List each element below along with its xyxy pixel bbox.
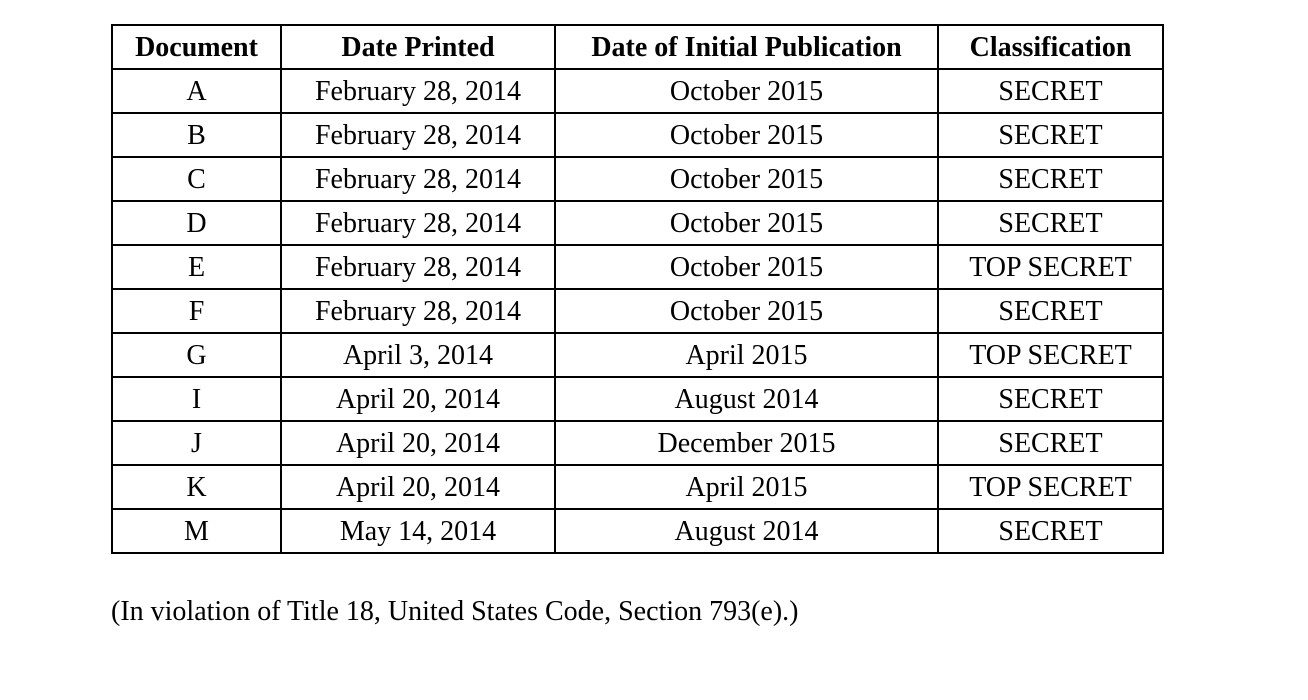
cell-initial-publication: August 2014 [555,509,938,553]
cell-classification: SECRET [938,201,1163,245]
cell-document: A [112,69,281,113]
cell-initial-publication: October 2015 [555,157,938,201]
cell-document: C [112,157,281,201]
cell-document: I [112,377,281,421]
cell-date-printed: May 14, 2014 [281,509,555,553]
cell-date-printed: April 3, 2014 [281,333,555,377]
header-initial-publication: Date of Initial Publication [555,25,938,69]
cell-initial-publication: August 2014 [555,377,938,421]
header-date-printed: Date Printed [281,25,555,69]
cell-initial-publication: October 2015 [555,289,938,333]
cell-classification: TOP SECRET [938,465,1163,509]
table-row [112,157,1163,201]
cell-date-printed: April 20, 2014 [281,377,555,421]
header-classification: Classification [938,25,1163,69]
header-document: Document [112,25,281,69]
table-row [112,509,1163,553]
table-row [112,333,1163,377]
table-row [112,69,1163,113]
cell-classification: SECRET [938,69,1163,113]
table-row [112,377,1163,421]
cell-date-printed: February 28, 2014 [281,113,555,157]
cell-document: D [112,201,281,245]
cell-initial-publication: October 2015 [555,113,938,157]
cell-document: K [112,465,281,509]
cell-classification: SECRET [938,289,1163,333]
cell-document: J [112,421,281,465]
table-row [112,113,1163,157]
cell-initial-publication: April 2015 [555,333,938,377]
legal-citation-footnote: (In violation of Title 18, United States Code, Section 793(e).) [111,596,799,627]
cell-initial-publication: October 2015 [555,201,938,245]
cell-document: F [112,289,281,333]
cell-document: G [112,333,281,377]
table-row [112,289,1163,333]
cell-initial-publication: December 2015 [555,421,938,465]
cell-initial-publication: October 2015 [555,245,938,289]
cell-date-printed: February 28, 2014 [281,245,555,289]
cell-classification: SECRET [938,421,1163,465]
cell-date-printed: April 20, 2014 [281,421,555,465]
cell-date-printed: February 28, 2014 [281,289,555,333]
table-row [112,465,1163,509]
cell-classification: SECRET [938,509,1163,553]
cell-date-printed: February 28, 2014 [281,201,555,245]
cell-classification: TOP SECRET [938,245,1163,289]
cell-document: B [112,113,281,157]
cell-date-printed: February 28, 2014 [281,157,555,201]
table-row [112,201,1163,245]
table-header-row [112,25,1163,69]
table-row [112,421,1163,465]
cell-date-printed: February 28, 2014 [281,69,555,113]
cell-initial-publication: October 2015 [555,69,938,113]
cell-classification: SECRET [938,377,1163,421]
cell-classification: TOP SECRET [938,333,1163,377]
cell-document: M [112,509,281,553]
table-row [112,245,1163,289]
cell-date-printed: April 20, 2014 [281,465,555,509]
cell-classification: SECRET [938,157,1163,201]
cell-document: E [112,245,281,289]
documents-table [111,24,1164,554]
cell-classification: SECRET [938,113,1163,157]
cell-initial-publication: April 2015 [555,465,938,509]
